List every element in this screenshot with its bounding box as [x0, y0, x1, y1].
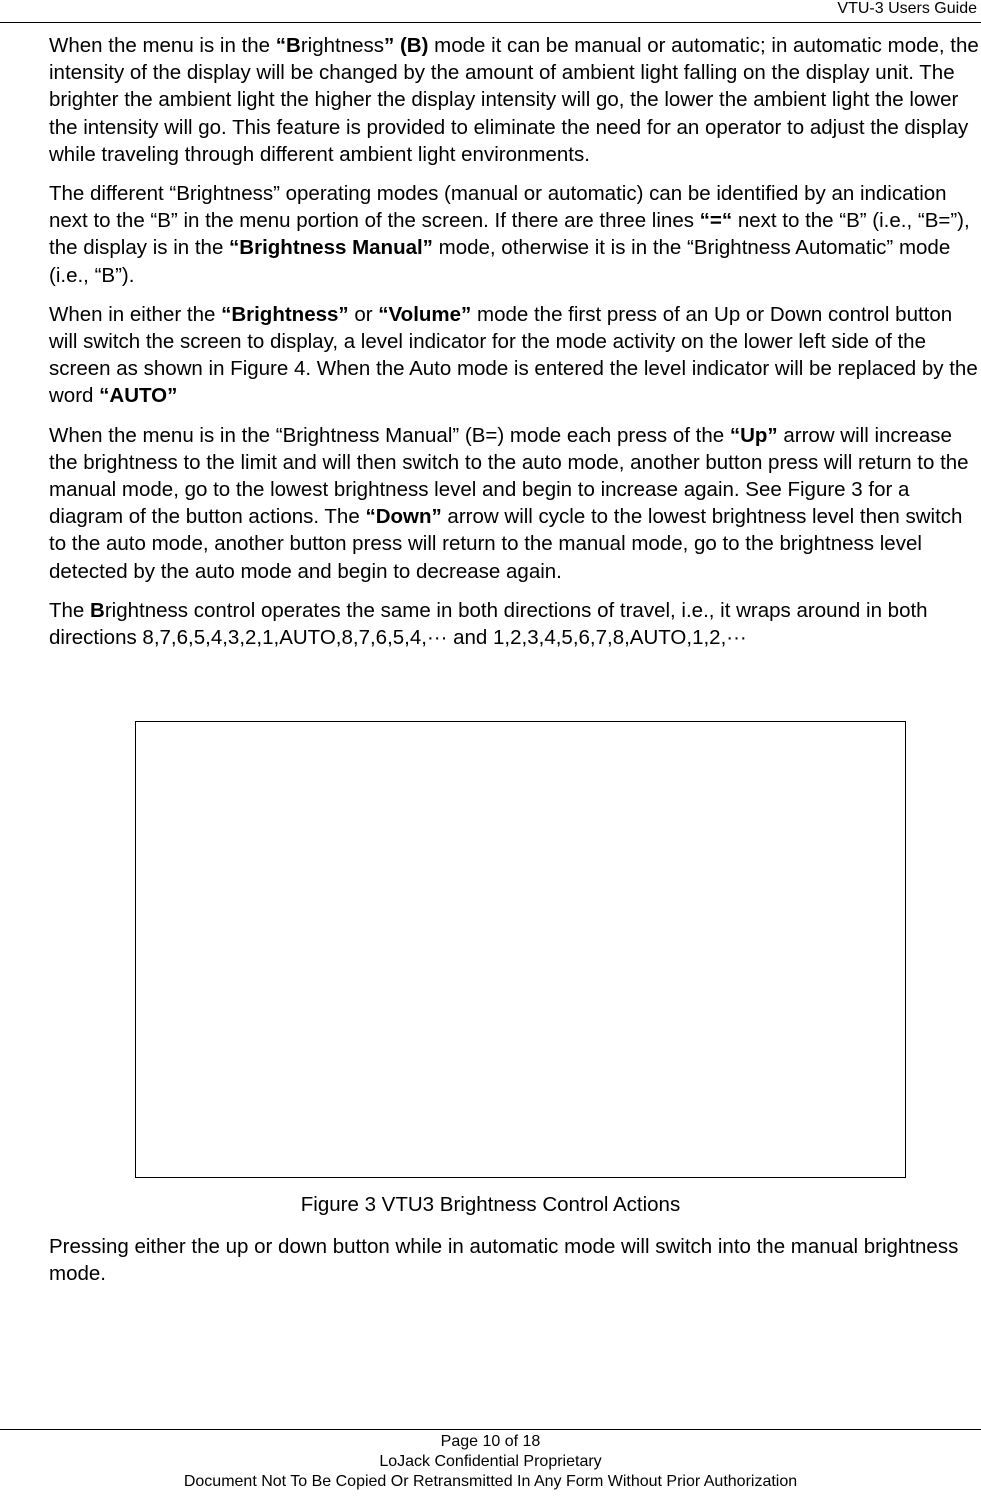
paragraph-wrap-around: The Brightness control operates the same in both directions of travel, i.e., it wraps around in both directions 8,7,6,5,4,3,2,1,AUTO,8,7,6,5,4,··· and 1,2,3,4,5,6,7,8,AUTO,1,2,··· [49, 598, 928, 650]
copy-notice: Document Not To Be Copied Or Retransmitted In Any Form Without Prior Authorization [183, 1473, 798, 1490]
page-footer [0, 1429, 981, 1492]
confidentiality-line: LoJack Confidential Proprietary [379, 1453, 602, 1470]
paragraph-brightness-mode: When the menu is in the “Brightness” (B) mode it can be manual or automatic; in automatic mode, the intensity of the display will be changed by the amount of ambient light falling on the display unit. The brighter the ambient light the higher the display intensity will go, the lower the ambient light the lower the intensity will go. This feature is provided to eliminate the need for an operator to adjust the display while traveling through different ambient light environments. [49, 34, 979, 166]
figure-caption: Figure 3 VTU3 Brightness Control Actions [300, 1193, 681, 1216]
page-header [0, 0, 981, 23]
figure-placeholder [135, 721, 906, 1178]
body-text [49, 32, 981, 663]
document-title: VTU-3 Users Guide [837, 0, 977, 17]
paragraph-level-indicator: When in either the “Brightness” or “Volume” mode the first press of an Up or Down control button will switch the screen to display, a level indicator for the mode activity on the lower left side of the screen as shown in Figure 4. When the Auto mode is entered the level indicator will be replaced by the word “AUTO” [49, 302, 978, 408]
paragraph-manual-mode: When the menu is in the “Brightness Manual” (B=) mode each press of the “Up” arrow will increase the brightness to the limit and will then switch to the auto mode, another button press will return to the manual mode, go to the lowest brightness level and begin to increase again. See Figure 3 for a diagram of the button actions. The “Down” arrow will cycle to the lowest brightness level then switch to the auto mode, another button press will return to the manual mode, go to the brightness level detected by the auto mode and begin to decrease again. [49, 423, 969, 583]
paragraph-operating-modes: The different “Brightness” operating modes (manual or automatic) can be identified by an indication next to the “B” in the menu portion of the screen. If there are three lines “=“ next to the “B” (i.e., “B=”), the display is in the “Brightness Manual” mode, otherwise it is in the “Brightness Automatic” mode (i.e., “B”). [49, 182, 970, 287]
page-number: Page 10 of 18 [440, 1433, 541, 1450]
paragraph-closing: Pressing either the up or down button while in automatic mode will switch into the manual brightness mode. [49, 1235, 959, 1286]
